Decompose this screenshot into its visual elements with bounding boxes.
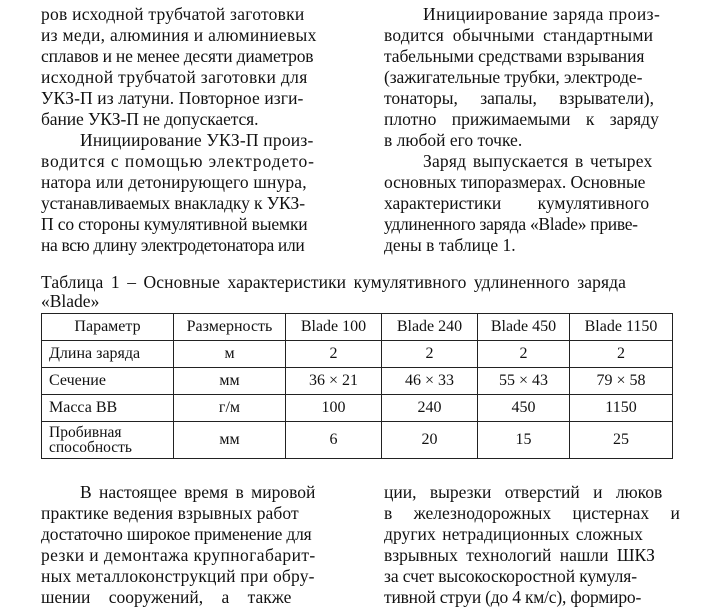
text-line: плотно прижимаемыми к заряду — [384, 109, 659, 129]
text-line: ров исходной трубчатой заготовки — [41, 4, 305, 24]
table-cell: 2 — [286, 341, 382, 368]
table-row — [42, 422, 673, 459]
text-line: за счет высокоскоростной кумуля- — [384, 566, 637, 586]
table-row — [42, 368, 673, 395]
table-cell: м — [174, 341, 286, 368]
table-row — [42, 395, 673, 422]
table-caption-continued: «Blade» — [41, 291, 100, 311]
table-cell: мм — [174, 368, 286, 395]
table-cell: 20 — [382, 422, 478, 459]
text-line: практике ведения взрывных работ — [41, 503, 299, 523]
text-line: достаточно широкое применение для — [41, 524, 312, 544]
column-header: Blade 450 — [478, 314, 570, 341]
table-cell: 15 — [478, 422, 570, 459]
table-row — [42, 341, 673, 368]
column-header: Размерность — [174, 314, 286, 341]
text-line: бание УКЗ-П не допускается. — [41, 109, 259, 129]
text-line: водится с помощью электродето- — [41, 151, 315, 171]
text-line: удлиненного заряда «Blade» приве- — [384, 214, 638, 234]
table-header-row — [42, 314, 673, 341]
column-header: Параметр — [42, 314, 174, 341]
text-line: тивной струи (до 4 км/с), формиро- — [384, 587, 642, 607]
text-line: водится обычными стандартными — [384, 25, 654, 45]
text-line: на всю длину электродетонатора или — [41, 235, 305, 255]
table-cell: Длина заряда — [42, 341, 174, 368]
text-line: Инициирование УКЗ-П произ- — [80, 130, 314, 150]
table-cell: 2 — [478, 341, 570, 368]
column-header: Blade 1150 — [570, 314, 673, 341]
text-line: дены в таблице 1. — [384, 235, 516, 255]
table-cell — [42, 422, 174, 459]
table-cell: 450 — [478, 395, 570, 422]
text-line: натора или детонирующего шнура, — [41, 172, 307, 192]
text-line: шении сооружений, а также — [41, 587, 292, 607]
text-line: Инициирование заряда произ- — [423, 4, 661, 24]
text-line: основных типоразмерах. Основные — [384, 172, 646, 192]
text-line: устанавливаемых внакладку к УКЗ- — [41, 193, 305, 213]
table-cell: 79 × 58 — [570, 368, 673, 395]
text-line: ных металлоконструкций при обру- — [41, 566, 315, 586]
text-line: УКЗ-П из латуни. Повторное изги- — [41, 88, 304, 108]
table-cell: 240 — [382, 395, 478, 422]
column-header: Blade 100 — [286, 314, 382, 341]
table-cell: Масса ВВ — [42, 395, 174, 422]
text-line: исходной трубчатой заготовки для — [41, 67, 308, 87]
cell-line: способность — [49, 439, 132, 456]
text-line: П со стороны кумулятивной выемки — [41, 214, 308, 234]
table-cell: 100 — [286, 395, 382, 422]
text-line: других нетрадиционных сложных — [384, 524, 643, 544]
table-cell: 36 × 21 — [286, 368, 382, 395]
table-cell: 2 — [382, 341, 478, 368]
text-line: из меди, алюминия и алюминиевых — [41, 25, 317, 45]
table-cell: 25 — [570, 422, 673, 459]
text-line: (зажигательные трубки, электроде- — [384, 67, 643, 87]
cell-line: Пробивная — [49, 424, 122, 441]
table-cell: 2 — [570, 341, 673, 368]
table-cell: 1150 — [570, 395, 673, 422]
table-cell: 55 × 43 — [478, 368, 570, 395]
text-line: характеристики кумулятивного — [384, 193, 650, 213]
text-line: в любой его точке. — [384, 130, 523, 150]
text-line: тонаторы, запалы, взрыватели), — [384, 88, 654, 108]
table-cell: 46 × 33 — [382, 368, 478, 395]
text-line: В настоящее время в мировой — [80, 482, 316, 502]
text-line: резки и демонтажа крупногабарит- — [41, 545, 316, 565]
table-cell: мм — [174, 422, 286, 459]
table-cell: г/м — [174, 395, 286, 422]
table-caption: Таблица 1 – Основные характеристики кумулятивного удлиненного заряда — [41, 272, 626, 292]
text-line: сплавов и не менее десяти диаметров — [41, 46, 314, 66]
text-line: Заряд выпускается в четырех — [423, 151, 653, 171]
parameters-table — [41, 313, 673, 459]
table-cell: Сечение — [42, 368, 174, 395]
text-line: взрывных технологий нашли ШКЗ — [384, 545, 655, 565]
text-line: табельными средствами взрывания — [384, 46, 645, 66]
column-header: Blade 240 — [382, 314, 478, 341]
text-line: ции, вырезки отверстий и люков — [384, 482, 663, 502]
table-cell: 6 — [286, 422, 382, 459]
text-line: в железнодорожных цистернах и — [384, 503, 680, 523]
